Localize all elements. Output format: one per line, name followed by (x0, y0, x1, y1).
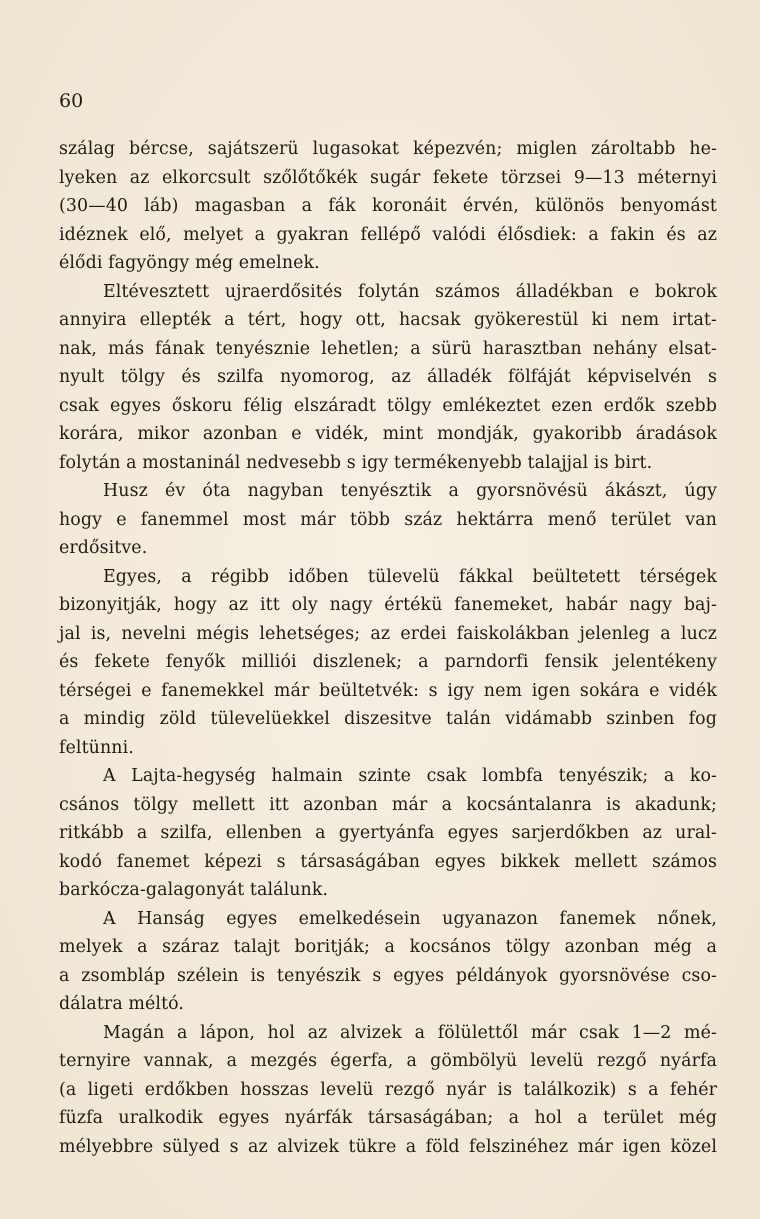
text-line: melyek a száraz talajt boritják; a kocsános tölgy azonban még a (59, 937, 717, 957)
text-line: lyeken az elkorcsult szőlőtőkék sugár fekete törzsei 9—13 méternyi (59, 167, 717, 188)
text-line: barkócza-galagonyát találunk. (59, 880, 329, 900)
text-line: Egyes, a régibb időben tülevelü fákkal beültetett térségek (103, 566, 717, 587)
text-line: mélyebbre sülyed s az alvizek tükre a föld felszinéhez már igen közel (59, 1136, 717, 1157)
text-line: kodó fanemet képezi s társaságában egyes bikkek mellett számos (59, 851, 717, 872)
text-line: térségei e fanemekkel már beültetvék: s igy nem igen sokára e vidék (59, 680, 717, 701)
text-line: szálag bércse, sajátszerü lugasokat képezvén; miglen zároltabb he- (59, 139, 717, 159)
text-line: Magán a lápon, hol az alvizek a fölülettől már csak 1—2 mé- (103, 1022, 717, 1043)
text-line: dálatra méltó. (59, 994, 185, 1014)
text-line: ritkább a szilfa, ellenben a gyertyánfa egyes sarjerdőkben az ural- (59, 823, 717, 843)
text-line: füzfa uralkodik egyes nyárfák társaságában; a hol a terület még (59, 1108, 717, 1128)
text-line: (a ligeti erdőkben hosszas levelü rezgő nyár is találkozik) s a fehér (59, 1079, 717, 1100)
text-line: folytán a mostaninál nedvesebb s igy termékenyebb talajjal is birt. (59, 452, 653, 473)
text-line: A Lajta-hegység halmain szinte csak lombfa tenyészik; a ko- (103, 766, 717, 786)
text-line: Eltévesztett ujraerdősités folytán számos álladékban e bokrok (103, 281, 717, 302)
text-line: nyult tölgy és szilfa nyomorog, az álladék fölfáját képviselvén s (59, 367, 717, 387)
text-line: és fekete fenyők milliói diszlenek; a parndorfi fensik jelentékeny (59, 652, 717, 672)
text-line: csános tölgy mellett itt azonban már a kocsántalanra is akadunk; (59, 794, 717, 815)
text-line: korára, mikor azonban e vidék, mint mondják, gyakoribb áradások (59, 424, 717, 444)
text-line: idéznek elő, melyet a gyakran fellépő valódi élősdiek: a fakin és az (59, 224, 717, 245)
text-line: bizonyitják, hogy az itt oly nagy értékü fanemeket, habár nagy baj- (59, 595, 717, 615)
body-text (59, 135, 717, 1161)
page-number: 60 (59, 90, 84, 112)
text-line: élődi fagyöngy még emelnek. (59, 253, 320, 273)
text-line: a mindig zöld tülevelüekkel diszesitve talán vidámabb szinben fog (59, 709, 717, 729)
text-line: annyira ellepték a tért, hogy ott, hacsak gyökerestül ki nem irtat- (59, 310, 717, 330)
text-line: nak, más fának tenyésznie lehetlen; a sürü harasztban nehány elsat- (59, 338, 717, 359)
text-line: jal is, nevelni mégis lehetséges; az erdei faiskolákban jelenleg a lucz (59, 623, 717, 644)
text-line: feltünni. (59, 737, 134, 758)
text-line: ternyire vannak, a mezgés égerfa, a gömbölyü levelü rezgő nyárfa (59, 1051, 717, 1071)
text-line: A Hanság egyes emelkedésein ugyanazon fanemek nőnek, (103, 908, 717, 929)
text-line: a zsombláp szélein is tenyészik s egyes példányok gyorsnövése cso- (59, 965, 717, 986)
text-line: hogy e fanemmel most már több száz hektárra menő terület van (59, 509, 717, 530)
text-line: erdősitve. (59, 538, 148, 558)
text-line: Husz év óta nagyban tenyésztik a gyorsnövésü ákászt, úgy (103, 481, 717, 501)
text-line: csak egyes őskoru félig elszáradt tölgy emlékeztet ezen erdők szebb (59, 395, 717, 416)
text-line: (30—40 láb) magasban a fák koronáit érvén, különös benyomást (59, 196, 717, 216)
